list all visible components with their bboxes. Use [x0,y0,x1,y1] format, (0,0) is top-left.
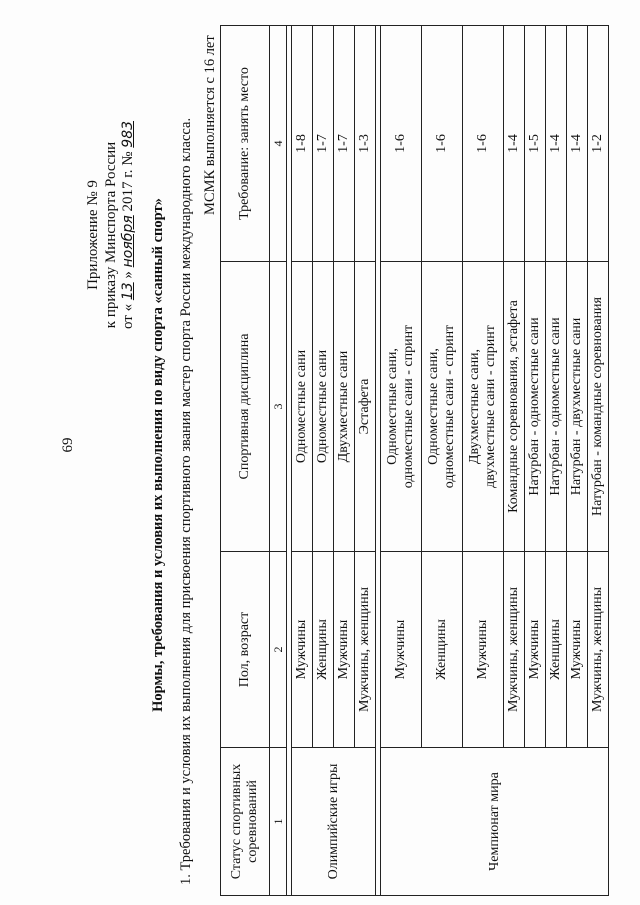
discipline-line: Двухместные сани, [467,348,482,465]
discipline-line: одноместные сани - спринт [442,324,457,489]
order-number: 983 [120,120,136,148]
section-subtitle: 1. Требования и условия их выполнения для присвоения спортивного звания мастер спорта России международного класса. [178,117,194,885]
gender-cell: Мужчины [463,552,504,748]
place-cell: 1-8 [292,26,313,262]
table-row [292,26,313,896]
column-number: 1 [270,748,287,896]
status-world: Чемпионат мира [381,748,609,896]
header-place: Требование: занять место [221,26,270,262]
gender-cell: Женщины [313,552,334,748]
discipline-cell: Натурбан - двухместные сани [567,262,588,552]
discipline-cell: Натурбан - одноместные сани [525,262,546,552]
column-number-row [270,26,287,896]
place-cell: 1-2 [588,26,609,262]
page-number: 69 [60,437,76,453]
discipline-line: Одноместные сани, [426,348,441,465]
discipline-cell [422,262,463,552]
gender-cell: Мужчины, женщины [588,552,609,748]
date-year: 2017 г. № [120,151,136,212]
column-number: 4 [270,26,287,262]
discipline-cell [463,262,504,552]
table-header-row [221,26,270,896]
gender-cell: Мужчины, женщины [355,552,376,748]
order-reference: к приказу Минспорта России [103,141,119,329]
gender-cell: Мужчины [525,552,546,748]
column-number: 2 [270,552,287,748]
date-mid: » [120,271,136,279]
discipline-cell: Двухместные сани [334,262,355,552]
place-cell: 1-4 [546,26,567,262]
header-discipline: Спортивная дисциплина [221,262,270,552]
document-title: Нормы, требования и условия их выполнения по виду спорта «санный спорт» [150,198,166,712]
date-month: ноября [120,215,136,268]
gender-cell: Женщины [546,552,567,748]
place-cell: 1-5 [525,26,546,262]
discipline-cell: Эстафета [355,262,376,552]
discipline-line: двухместные сани - спринт [483,325,498,488]
column-number: 3 [270,262,287,552]
gender-cell: Женщины [422,552,463,748]
discipline-cell: Одноместные сани [313,262,334,552]
place-cell: 1-3 [355,26,376,262]
discipline-cell: Одноместные сани [292,262,313,552]
discipline-cell: Натурбан - командные соревнования [588,262,609,552]
gender-cell: Мужчины [292,552,313,748]
place-cell: 1-6 [422,26,463,262]
discipline-cell: Натурбан - одноместные сани [546,262,567,552]
place-cell: 1-4 [504,26,525,262]
discipline-cell [381,262,422,552]
place-cell: 1-7 [313,26,334,262]
discipline-cell: Командные соревнования, эстафета [504,262,525,552]
gender-cell: Мужчины, женщины [504,552,525,748]
date-prefix: от « [120,303,136,330]
table-row [381,26,422,896]
place-cell: 1-7 [334,26,355,262]
place-cell: 1-6 [463,26,504,262]
gender-cell: Мужчины [567,552,588,748]
order-date-line [120,45,137,405]
status-olympics: Олимпийские игры [292,748,376,896]
discipline-line: Одноместные сани, [385,348,400,465]
header-status: Статус спортивных соревнований [221,748,270,896]
place-cell: 1-6 [381,26,422,262]
appendix-title: Приложение № 9 [85,180,101,290]
date-day: 13 [120,282,136,301]
gender-cell: Мужчины [381,552,422,748]
place-cell: 1-4 [567,26,588,262]
discipline-line: одноместные сани - спринт [401,324,416,489]
norms-table [220,25,609,896]
msmk-age-note: МСМК выполняется с 16 лет [202,35,218,215]
gender-cell: Мужчины [334,552,355,748]
header-gender-age: Пол, возраст [221,552,270,748]
